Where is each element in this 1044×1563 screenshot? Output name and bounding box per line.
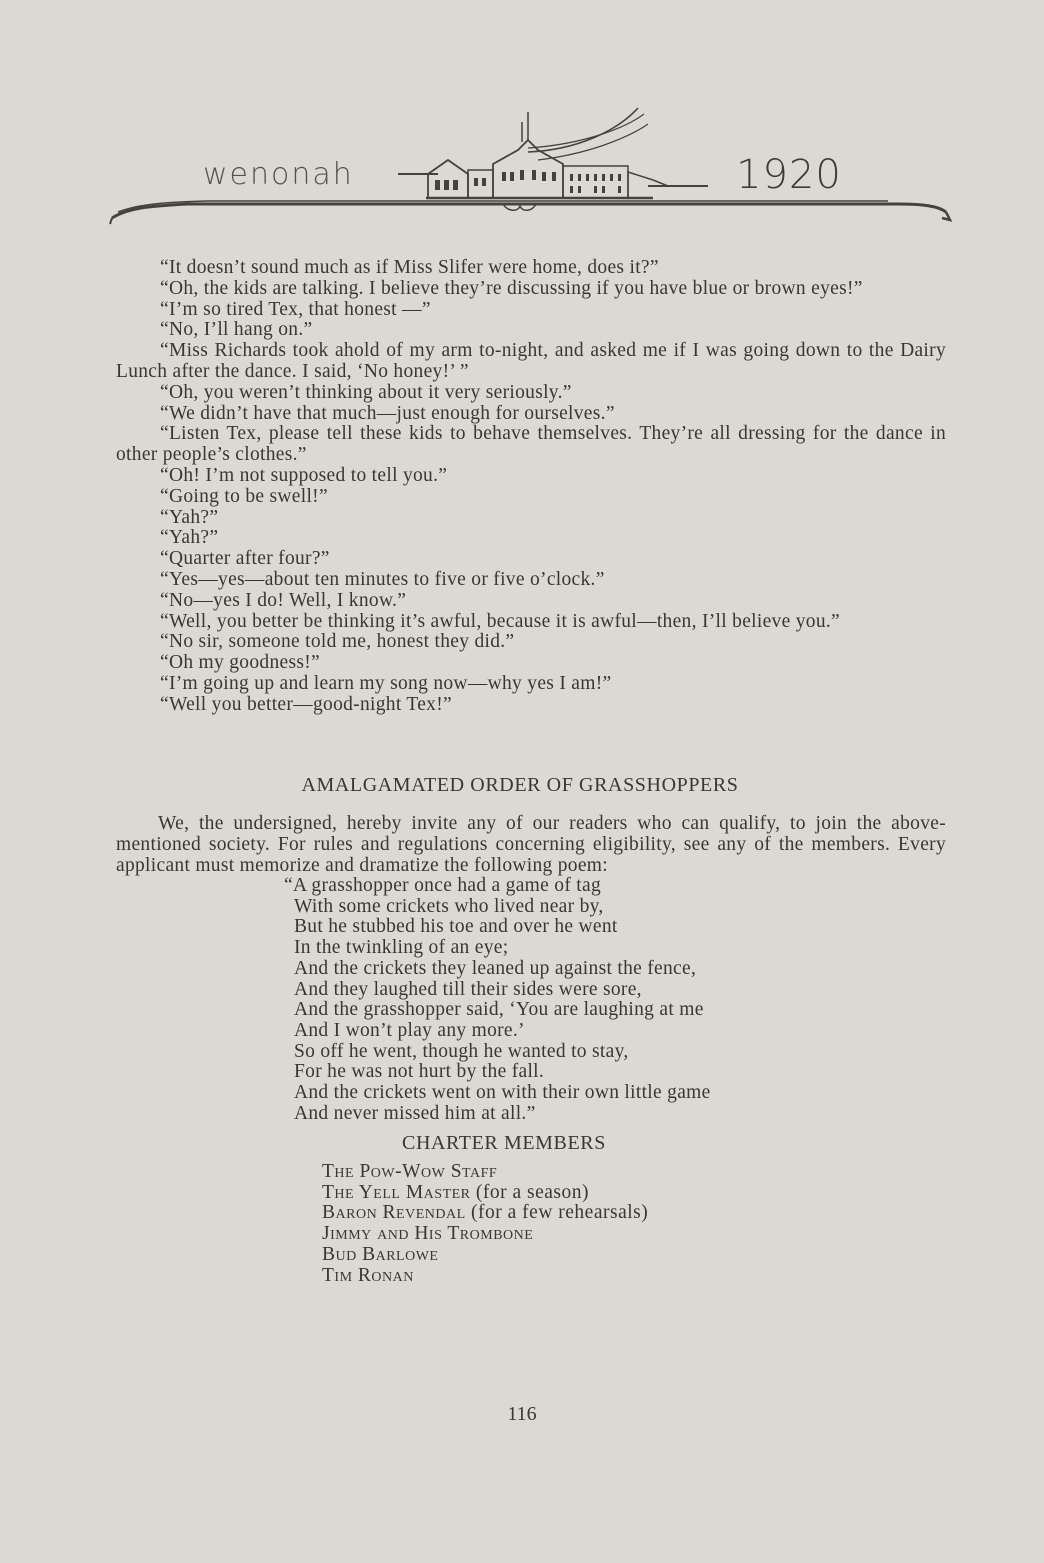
member-name: The Yell Master bbox=[322, 1181, 471, 1203]
poem bbox=[284, 876, 711, 1124]
dialogue-line: “Oh, you weren’t thinking about it very seriously.” bbox=[160, 381, 572, 403]
poem-line: And the crickets went on with their own little game bbox=[294, 1082, 711, 1104]
dialogue-line: “Oh my goodness!” bbox=[160, 652, 320, 674]
member-name: Bud Barlowe bbox=[322, 1243, 439, 1265]
dialogue-line: “Miss Richards took ahold of my arm to-night, and asked me if I was going down to the Dairy Lunch after the dance. I said, ‘No honey!’ ” bbox=[116, 340, 946, 382]
member-entry bbox=[322, 1162, 648, 1183]
dialogue-line: “No sir, someone told me, honest they did.” bbox=[160, 631, 515, 653]
member-entry bbox=[322, 1266, 648, 1287]
dialogue-line: “Quarter after four?” bbox=[160, 548, 330, 570]
member-entry bbox=[322, 1203, 648, 1224]
dialogue-line: “Well you better—good-night Tex!” bbox=[160, 693, 452, 715]
dialogue-line: “It doesn’t sound much as if Miss Slifer were home, does it?” bbox=[160, 257, 659, 278]
poem-line: “A grasshopper once had a game of tag bbox=[284, 875, 602, 896]
dialogue-line: “I’m going up and learn my song now—why yes I am!” bbox=[160, 672, 612, 694]
member-entry bbox=[322, 1224, 648, 1245]
yearbook-year: 1920 bbox=[736, 152, 842, 198]
poem-line: And I won’t play any more.’ bbox=[294, 1019, 525, 1041]
poem-line: In the twinkling of an eye; bbox=[294, 937, 509, 959]
poem-line: And the grasshopper said, ‘You are laughing at me bbox=[294, 999, 704, 1021]
member-note: (for a season) bbox=[475, 1181, 590, 1203]
section-intro: We, the undersigned, hereby invite any of our readers who can qualify, to join the above-mentioned society. For rules and regulations concerning eligibility, see any of the members. Every applicant must memorize and dramatize the following poem: bbox=[116, 813, 946, 876]
poem-line: So off he went, though he wanted to stay, bbox=[294, 1040, 629, 1062]
poem-line: But he stubbed his toe and over he went bbox=[294, 916, 618, 938]
member-name: Baron Revendal bbox=[322, 1202, 466, 1224]
dialogue-line: “No, I’ll hang on.” bbox=[160, 319, 313, 341]
yearbook-title: wenonah bbox=[203, 157, 354, 192]
poem-line: And never missed him at all.” bbox=[294, 1102, 536, 1124]
poem-line: For he was not hurt by the fall. bbox=[294, 1061, 545, 1083]
dialogue-line: “Yes—yes—about ten minutes to five or five o’clock.” bbox=[160, 568, 605, 590]
section-heading: AMALGAMATED ORDER OF GRASSHOPPERS bbox=[301, 774, 739, 796]
page-header bbox=[108, 100, 953, 230]
charter-members-heading: CHARTER MEMBERS bbox=[402, 1132, 606, 1154]
member-entry bbox=[322, 1183, 648, 1204]
poem-line: And the crickets they leaned up against the fence, bbox=[294, 957, 697, 979]
dialogue-line: “Yah?” bbox=[160, 506, 219, 528]
dialogue-line: “I’m so tired Tex, that honest —” bbox=[160, 298, 431, 320]
dialogue-line: “Going to be swell!” bbox=[160, 485, 328, 507]
member-name: Tim Ronan bbox=[322, 1264, 414, 1286]
page-number: 116 bbox=[507, 1403, 537, 1425]
member-name: The Pow-Wow Staff bbox=[322, 1161, 498, 1182]
dialogue-line: “Oh, the kids are talking. I believe they’re discussing if you have blue or brown eyes!” bbox=[160, 277, 863, 299]
dialogue-line: “Well, you better be thinking it’s awful, because it is awful—then, I’ll believe you.” bbox=[160, 610, 841, 632]
dialogue-line: “Oh! I’m not supposed to tell you.” bbox=[160, 464, 448, 486]
dialogue-line: “Yah?” bbox=[160, 527, 219, 549]
dialogue-line: “Listen Tex, please tell these kids to behave themselves. They’re all dressing for the dance in other people’s clothes.” bbox=[116, 423, 946, 466]
charter-members-list bbox=[322, 1162, 648, 1286]
member-entry bbox=[322, 1245, 648, 1266]
poem-line: With some crickets who lived near by, bbox=[294, 895, 604, 917]
dialogue-line: “No—yes I do! Well, I know.” bbox=[160, 589, 407, 611]
member-name: Jimmy and His Trombone bbox=[322, 1223, 534, 1245]
member-note: (for a few rehearsals) bbox=[471, 1202, 649, 1224]
dialogue-block bbox=[116, 258, 946, 716]
dialogue-line: “We didn’t have that much—just enough for ourselves.” bbox=[160, 402, 615, 424]
poem-line: And they laughed till their sides were sore, bbox=[294, 978, 642, 1000]
